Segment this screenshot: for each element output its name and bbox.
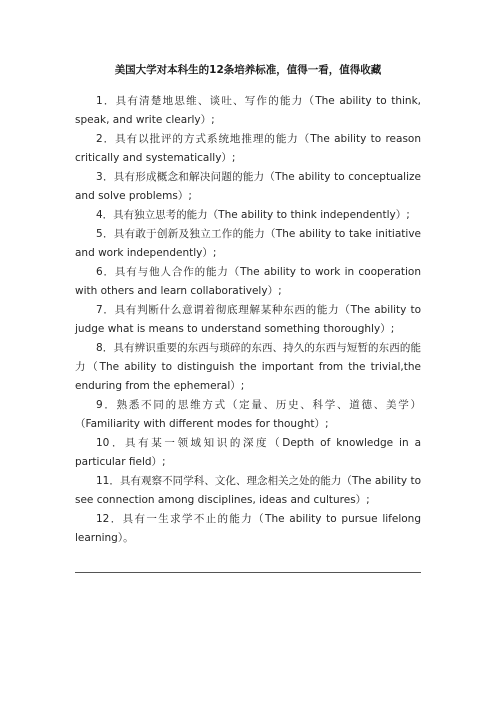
list-item-12: 12．具有一生求学不止的能力（The ability to pursue lifelong learning）。 <box>75 513 421 544</box>
list-item-1: 1．具有清楚地思维、谈吐、写作的能力（The ability to think, speak, and write clearly）; <box>75 95 421 126</box>
footer-divider <box>75 572 421 573</box>
list-item-10: 10．具有某一领域知识的深度（Depth of knowledge in a particular field）; <box>75 437 421 468</box>
list-item-7: 7．具有判断什么意谓着彻底理解某种东西的能力（The ability to judge what is means to understand something thoroughly）; <box>75 304 421 335</box>
list-item-11: 11．具有观察不同学科、文化、理念相关之处的能力（The ability to see connection among disciplines, ideas and cultures）; <box>75 475 421 506</box>
document-title: 美国大学对本科生的12条培养标准，值得一看，值得收藏 <box>114 64 382 76</box>
list-item-4: 4．具有独立思考的能力（The ability to think independently）; <box>96 209 410 221</box>
document-page <box>75 62 421 548</box>
list-item-3: 3．具有形成概念和解决问题的能力（The ability to conceptualize and solve problems）; <box>75 171 421 202</box>
list-item-5: 5．具有敢于创新及独立工作的能力（The ability to take initiative and work independently）; <box>75 228 421 259</box>
list-item-6: 6．具有与他人合作的能力（The ability to work in cooperation with others and learn collaboratively）; <box>75 266 421 297</box>
list-item-8: 8．具有辨识重要的东西与琐碎的东西、持久的东西与短暂的东西的能力（The ability to distinguish the important from the trivial,the enduring from the ephemeral）; <box>75 342 421 392</box>
list-item-9: 9．熟悉不同的思维方式（定量、历史、科学、道德、美学）（Familiarity with different modes for thought）; <box>75 399 421 430</box>
list-item-2: 2．具有以批评的方式系统地推理的能力（The ability to reason critically and systematically）; <box>75 133 421 164</box>
